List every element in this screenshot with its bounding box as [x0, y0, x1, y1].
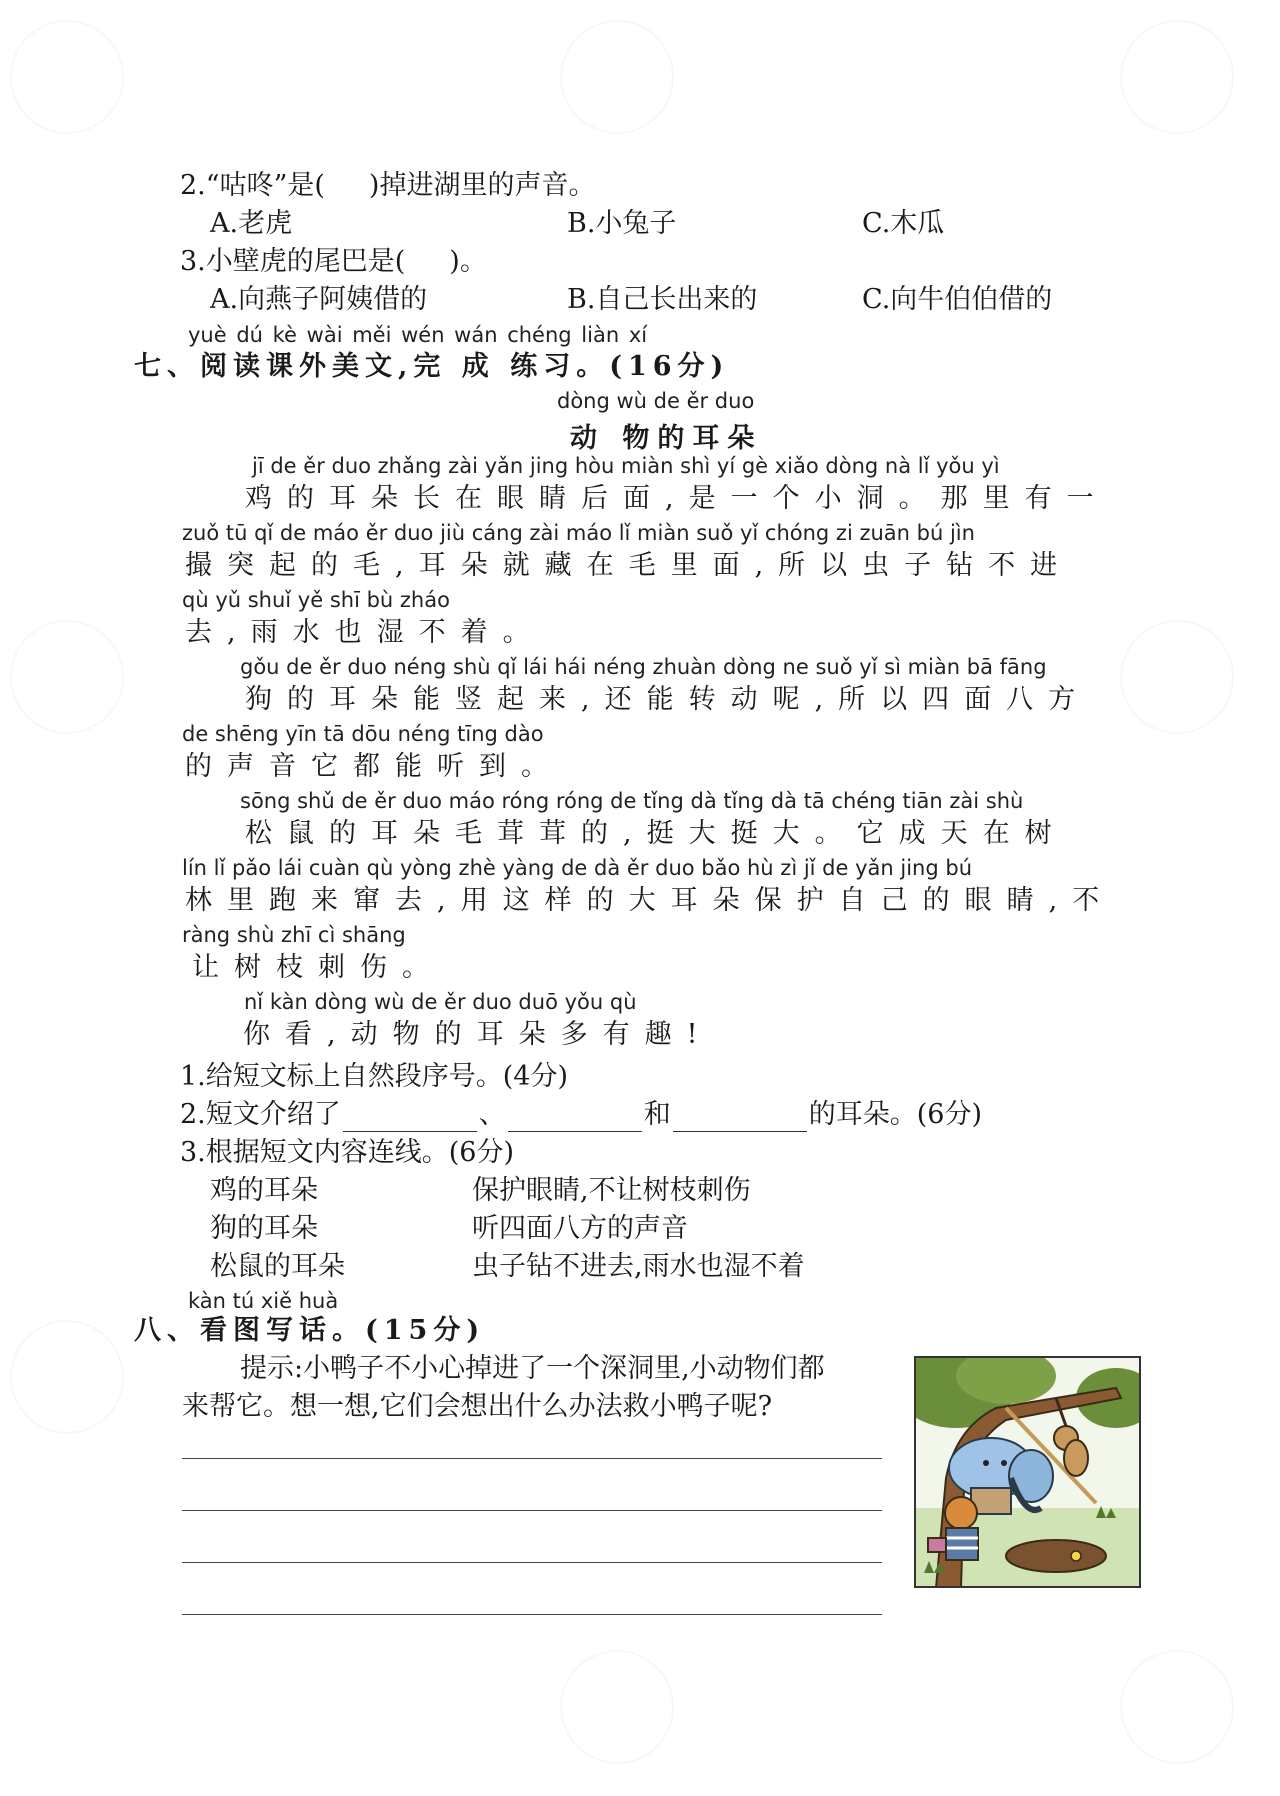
question-3-option-b: B.自己长出来的	[567, 284, 758, 315]
reading-question-3: 3.根据短文内容连线。(6分)	[180, 1137, 515, 1168]
illustration-svg	[916, 1358, 1139, 1586]
section-7-heading: 七、阅读课外美文,完 成 练习。(16分)	[134, 351, 730, 382]
question-2-option-c: C.木瓜	[862, 208, 945, 239]
section-8-pinyin: kàn tú xiě huà	[188, 1289, 339, 1313]
passage-text-line: 让树枝刺伤。	[192, 952, 444, 983]
fill-blank[interactable]	[343, 1105, 477, 1132]
writing-line[interactable]	[182, 1458, 882, 1459]
match-right-item[interactable]: 听四面八方的声音	[472, 1213, 688, 1244]
passage-text-line: 松鼠的耳朵毛茸茸的,挺大挺大。它成天在树	[245, 818, 1067, 849]
passage-pinyin-line: zuǒ tū qǐ de máo ěr duo jiù cáng zài máo lǐ miàn suǒ yǐ chóng zi zuān bú jìn	[182, 521, 975, 545]
passage-pinyin-line: jī de ěr duo zhǎng zài yǎn jing hòu miàn shì yí gè xiǎo dòng nà lǐ yǒu yì	[252, 454, 1000, 478]
reading-question-1: 1.给短文标上自然段序号。(4分)	[180, 1061, 569, 1092]
writing-line[interactable]	[182, 1614, 882, 1615]
section-8-heading: 八、看图写话。(15分)	[134, 1315, 486, 1346]
writing-prompt-line: 来帮它。想一想,它们会想出什么办法救小鸭子呢?	[182, 1391, 773, 1422]
writing-prompt-line: 提示:小鸭子不小心掉进了一个深洞里,小动物们都	[240, 1353, 825, 1384]
question-3-option-a: A.向燕子阿姨借的	[210, 284, 428, 315]
passage-text-line: 林里跑来窜去,用这样的大耳朵保护自己的眼睛,不	[185, 885, 1115, 916]
passage-pinyin-line: lín lǐ pǎo lái cuàn qù yòng zhè yàng de dà ěr duo bǎo hù zì jǐ de yǎn jing bú	[182, 856, 973, 880]
match-right-item[interactable]: 虫子钻不进去,雨水也湿不着	[472, 1251, 805, 1282]
question-2-option-b: B.小兔子	[567, 208, 677, 239]
watermark	[560, 1650, 674, 1764]
passage-text-line: 狗的耳朵能竖起来,还能转动呢,所以四面八方	[245, 684, 1091, 715]
section-7-pinyin: yuè dú kè wài měi wén wán chéng liàn xí	[188, 323, 648, 347]
watermark	[1120, 1650, 1234, 1764]
question-2-stem: 2.“咕咚”是( )掉进湖里的声音。	[180, 170, 596, 201]
passage-text-line: 去,雨水也湿不着。	[185, 617, 545, 648]
match-left-item[interactable]: 狗的耳朵	[210, 1213, 318, 1244]
question-3-option-c: C.向牛伯伯借的	[862, 284, 1053, 315]
title-pinyin: dòng wù de ěr duo	[557, 389, 755, 413]
match-right-item[interactable]: 保护眼睛,不让树枝刺伤	[472, 1175, 751, 1206]
reading-question-2: 2.短文介绍了 、 和 的耳朵。(6分)	[180, 1099, 983, 1130]
watermark	[1120, 620, 1234, 734]
passage-text-line: 鸡的耳朵长在眼睛后面,是一个小洞。那里有一	[245, 483, 1109, 514]
fill-blank[interactable]	[508, 1105, 642, 1132]
watermark	[1120, 20, 1234, 134]
watermark	[10, 620, 124, 734]
question-2-option-a: A.老虎	[210, 208, 293, 239]
match-left-item[interactable]: 鸡的耳朵	[210, 1175, 318, 1206]
passage-pinyin-line: sōng shǔ de ěr duo máo róng róng de tǐng dà tǐng dà tā chéng tiān zài shù	[240, 789, 1024, 813]
rescue-illustration	[914, 1356, 1141, 1588]
writing-line[interactable]	[182, 1562, 882, 1563]
watermark	[560, 20, 674, 134]
watermark	[10, 1320, 124, 1434]
passage-pinyin-line: ràng shù zhī cì shāng	[182, 923, 406, 947]
watermark	[10, 20, 124, 134]
writing-line[interactable]	[182, 1510, 882, 1511]
passage-pinyin-line: nǐ kàn dòng wù de ěr duo duō yǒu qù	[244, 990, 637, 1014]
passage-pinyin-line: de shēng yīn tā dōu néng tīng dào	[182, 722, 544, 746]
passage-pinyin-line: gǒu de ěr duo néng shù qǐ lái hái néng zhuàn dòng ne suǒ yǐ sì miàn bā fāng	[240, 655, 1047, 679]
passage-title: 动 物的耳朵	[570, 423, 763, 454]
question-3-stem: 3.小壁虎的尾巴是( )。	[180, 246, 487, 277]
passage-text-line: 撮突起的毛,耳朵就藏在毛里面,所以虫子钻不进	[185, 550, 1073, 581]
passage-pinyin-line: qù yǔ shuǐ yě shī bù zháo	[182, 588, 450, 612]
passage-text-line: 的声音它都能听到。	[185, 751, 563, 782]
match-left-item[interactable]: 松鼠的耳朵	[210, 1251, 345, 1282]
fill-blank[interactable]	[673, 1105, 807, 1132]
passage-text-line: 你看,动物的耳朵多有趣!	[243, 1019, 713, 1050]
